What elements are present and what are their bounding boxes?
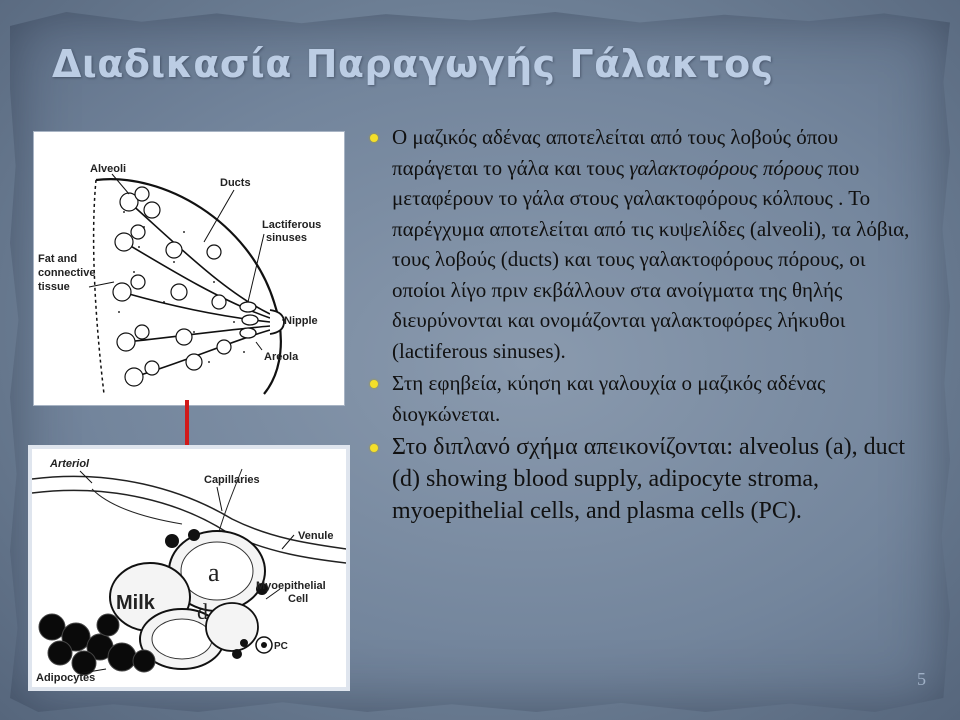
- label-alveoli: Alveoli: [90, 163, 127, 175]
- label-areola: Areola: [264, 351, 299, 363]
- page-number: 5: [917, 669, 926, 689]
- label-fat-3: tissue: [38, 281, 70, 293]
- bullet-text: Στο διπλανό σχήμα απεικονίζονται: alveolus (a), duct (d) showing blood supply, adipocyte stroma, myoepithelial cells, and plasma cells (PC).: [392, 434, 905, 524]
- breast-anatomy-illustration: [34, 132, 344, 405]
- label-nipple: Nipple: [284, 315, 318, 327]
- label-capillaries: Capillaries: [204, 474, 260, 486]
- alveolus-illustration: [32, 449, 346, 687]
- bullet-text-italic: γαλακτοφόρους πόρους: [629, 155, 823, 180]
- label-ducts: Ducts: [220, 177, 251, 189]
- label-lactiferous-2: sinuses: [266, 232, 307, 244]
- label-myoepithelial-1: Myoepithelial: [256, 580, 326, 592]
- breast-anatomy-figure: [34, 132, 344, 405]
- bullet-item: [370, 122, 910, 366]
- label-myoepithelial-2: Cell: [288, 593, 309, 605]
- alveolus-detail-figure: [28, 445, 350, 691]
- bullet-text: Στη εφηβεία, κύηση και γαλουχία ο μαζικός αδένας διογκώνεται.: [392, 371, 826, 426]
- label-fat-1: Fat and: [38, 253, 78, 265]
- label-venule: Venule: [298, 530, 334, 542]
- label-a: a: [208, 558, 220, 587]
- label-pc: PC: [274, 641, 288, 652]
- label-milk: Milk: [116, 592, 155, 614]
- bullet-list: [370, 122, 910, 529]
- label-d: d: [197, 599, 208, 624]
- slide-title: Διαδικασία Παραγωγής Γάλακτος: [52, 42, 774, 86]
- label-lactiferous-1: Lactiferous: [262, 219, 322, 231]
- bullet-text: που μεταφέρουν το γάλα στους γαλακτοφόρους κόλπους . Το παρέγχυμα αποτελείται από τις κυψελίδες (alveoli), τα λόβια, τους λοβούς (ducts) και τους γαλακτοφόρους πόρους, οι οποίοι λίγο πριν εκβάλλουν στα ανοίγματα της θηλής διευρύνονται και ονομάζονται γαλακτοφόρες λήκυθοι (lactiferous sinuses).: [392, 155, 910, 363]
- bullet-item: [370, 431, 910, 527]
- label-fat-2: connective: [38, 267, 96, 279]
- bullet-item: [370, 368, 910, 429]
- label-adipocytes: Adipocytes: [36, 672, 96, 684]
- bullet-text: Ο μαζικός αδένας αποτελείται από τους λοβούς όπου παράγεται το γάλα και τους: [392, 125, 839, 180]
- label-arteriol: Arteriol: [50, 458, 90, 470]
